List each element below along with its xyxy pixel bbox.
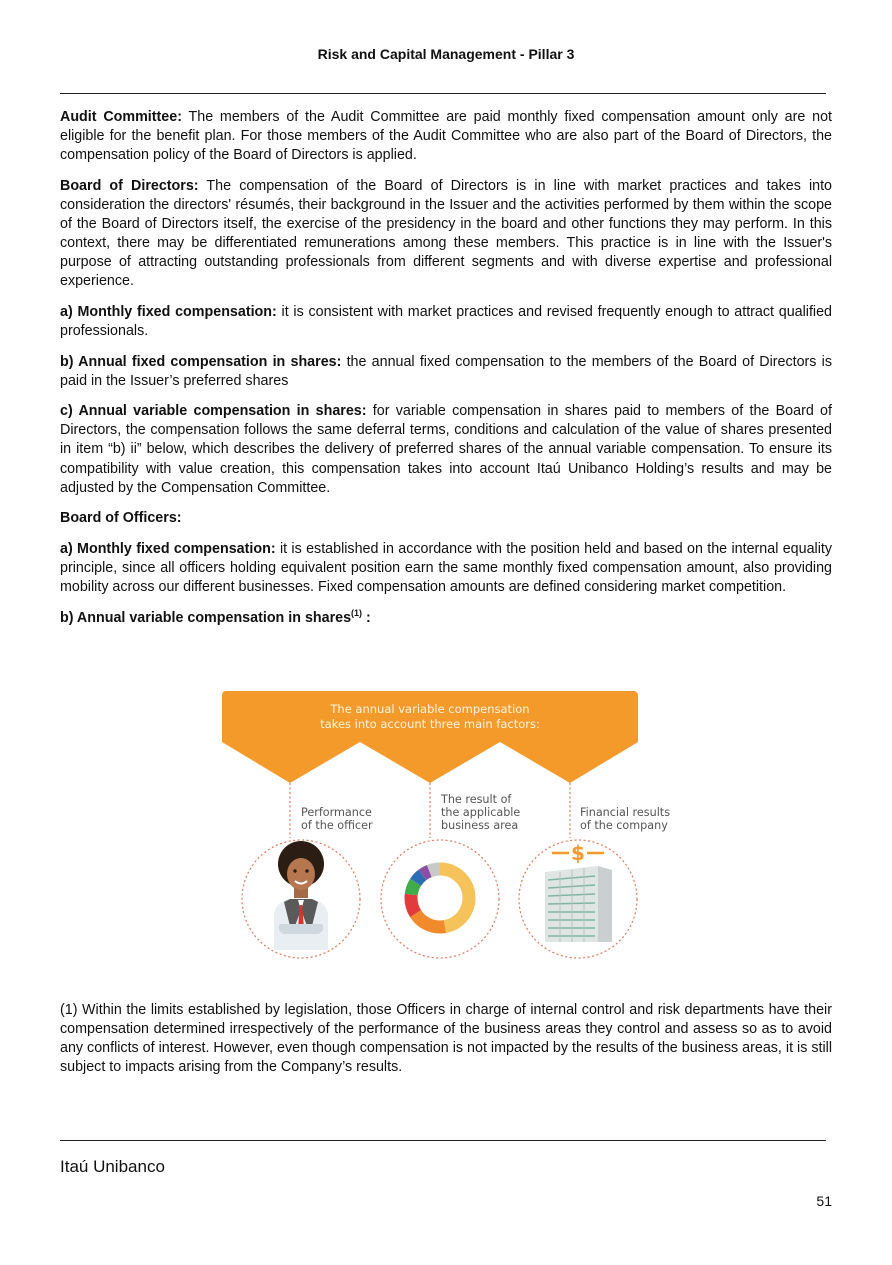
footer-divider [60,1140,826,1141]
factor-performance-label [301,806,373,832]
paragraph-bod-monthly-fixed [60,303,832,341]
footnote-reference: (1) [351,607,363,618]
boo-annual-variable-shares-suffix: : [362,609,371,626]
currency-icon: $ [571,841,585,865]
bod-annual-fixed-shares-text: the annual fixed compensation to the members of the Board of Directors is paid in the Issuer’s preferred shares [60,353,832,389]
boo-monthly-fixed-label: a) Monthly fixed compensation: [60,540,276,557]
boo-annual-variable-shares-label: b) Annual variable compensation in shares [60,609,352,626]
paragraph-bod-annual-variable-shares [60,402,832,497]
svg-text:the applicable: the applicable [441,806,521,819]
board-of-directors-text: The compensation of the Board of Directors is in line with market practices and takes into consideration the directors' résumés, their background in the Issuer and the activities performed by them within the scope of the Board of Directors itself, the exercise of the presidency in the board and other functions they may perform. In this context, there may be differentiated remunerations among these members. This practice is in line with the Issuer's purpose of attracting outstanding professionals from different segments and with diverse expertise and professional experience. [60,177,833,290]
document-body [60,108,832,639]
compensation-factors-infographic [220,688,671,968]
paragraph-boo-monthly-fixed [60,540,832,597]
bod-annual-variable-shares-label: c) Annual variable compensation in shares: [60,403,367,420]
audit-committee-label: Audit Committee: [60,109,182,125]
svg-text:of the officer: of the officer [301,819,373,832]
svg-text:of the company: of the company [580,819,668,832]
paragraph-boo-annual-variable-shares [60,609,832,628]
business-area-donut-icon [411,869,469,927]
footnote-text: (1) Within the limits established by legislation, those Officers in charge of internal control and risk departments have their compensation determined irrespectively of the performance of the business areas they control and assess so as to avoid any conflicts of interest. However, even though compensation is not impacted by the results of the business areas, it is still subject to impacts arising from the Company’s results. [60,1002,832,1076]
bod-monthly-fixed-text: it is consistent with market practices and revised frequently enough to attract qualified professionals. [60,303,833,339]
footer-brand: Itaú Unibanco [60,1157,165,1176]
bod-monthly-fixed-label: a) Monthly fixed compensation: [60,303,277,320]
boo-monthly-fixed-text: it is established in accordance with the position held and based on the internal equality principle, since all officers holding equivalent position earn the same monthly fixed compensation amount, also providing mobility across our different businesses. Fixed compensation amounts are defined considering market competition. [60,540,832,595]
paragraph-audit-committee [60,108,832,165]
svg-text:Financial results: Financial results [580,806,671,819]
factor-financial-results-label [580,806,670,832]
page-number: 51 [816,1193,832,1209]
bod-annual-fixed-shares-label: b) Annual fixed compensation in shares: [60,353,342,370]
paragraph-bod-annual-fixed-shares [60,353,832,391]
header-divider [60,93,826,94]
board-of-directors-label: Board of Directors: [60,177,199,194]
svg-text:Performance: Performance [301,806,372,819]
banner-line-2: takes into account three main factors: [320,717,540,731]
company-building-icon [545,841,612,942]
factor-business-area-label [440,793,520,832]
svg-text:The result of: The result of [441,793,512,806]
paragraph-board-of-officers [60,509,832,528]
page-header-title: Risk and Capital Management - Pillar 3 [317,46,575,62]
officer-illustration-icon [274,841,328,950]
svg-text:business area: business area [441,819,519,832]
audit-committee-text: The members of the Audit Committee are paid monthly fixed compensation amount only are not eligible for the benefit plan. For those members of the Audit Committee who are also part of the Board of Directors, the compensation policy of the Board of Directors is applied. [60,109,832,164]
bod-annual-variable-shares-text: for variable compensation in shares paid to members of the Board of Directors, the compensation follows the same deferral terms, conditions and calculation of the value of shares presented in item “b) ii” below, which describes the delivery of preferred shares of the annual variable compensation. To ensure its compatibility with value creation, this compensation takes into account Itaú Unibanco Holding’s results and may be adjusted by the Compensation Committee. [60,403,832,496]
paragraph-board-of-directors [60,177,832,292]
banner-line-1: The annual variable compensation [330,702,530,716]
board-of-officers-label: Board of Officers: [60,510,182,527]
